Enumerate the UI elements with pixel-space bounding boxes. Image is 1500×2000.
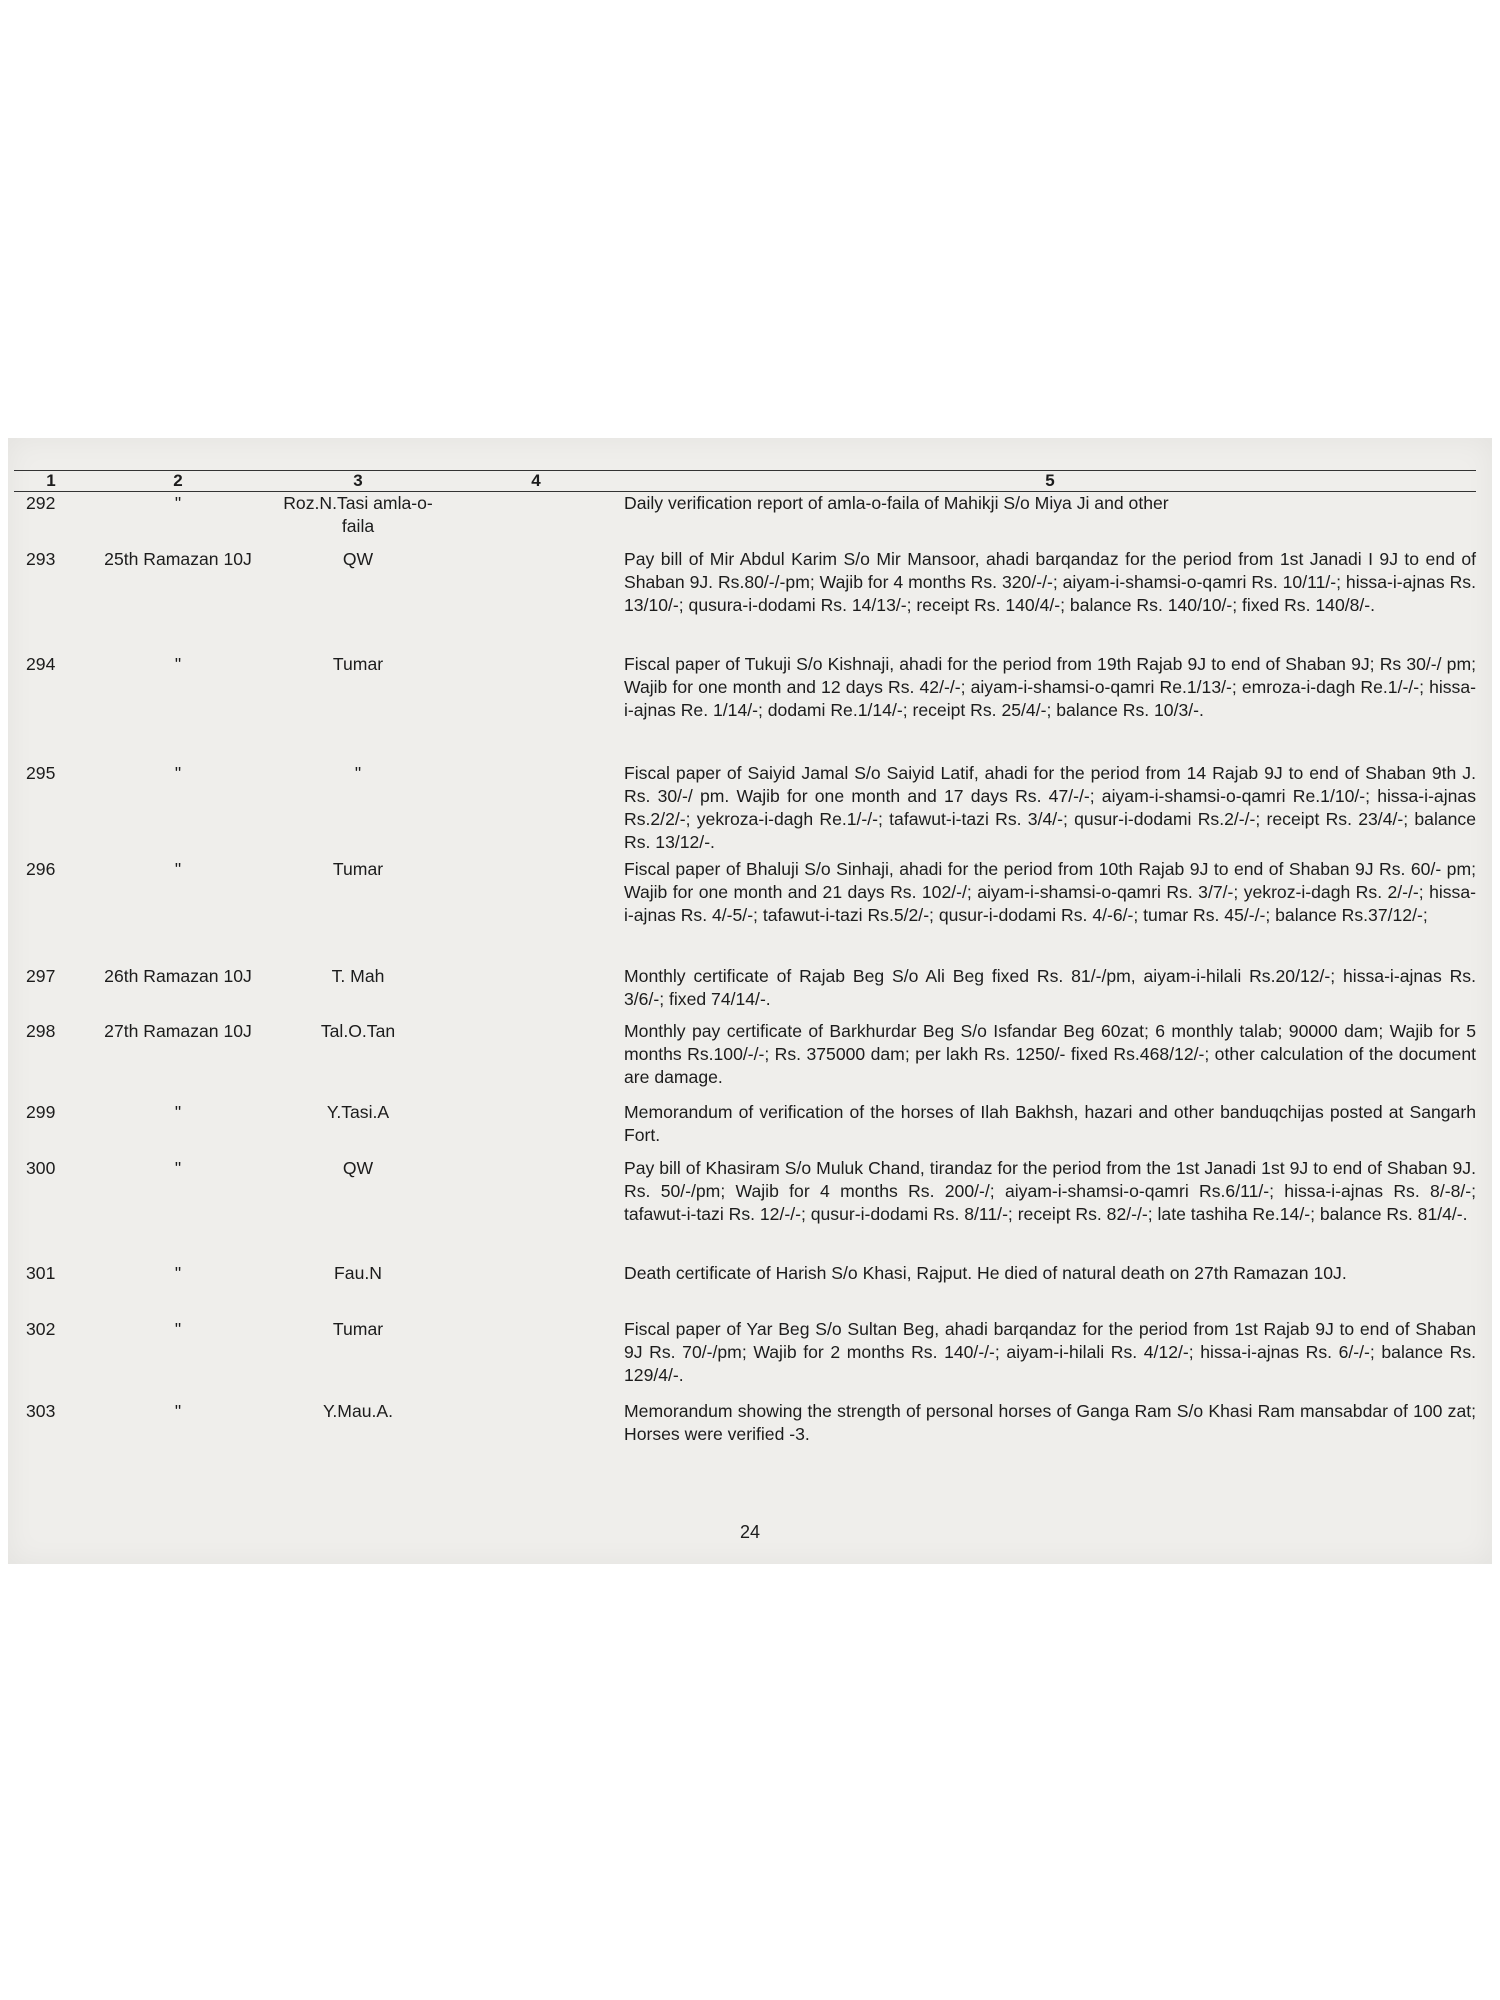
table-row [14,965,1476,1020]
entry-description: Memorandum of verification of the horses of Ilah Bakhsh, hazari and other banduqchijas posted at Sangarh Fort. [624,1102,1476,1145]
entry-description: Death certificate of Harish S/o Khasi, Rajput. He died of natural death on 27th Ramazan 10J. [624,1263,1347,1283]
table-row [14,1020,1476,1101]
entry-type: Tal.O.Tan [320,1021,396,1041]
table-row [14,548,1476,653]
entry-number: 293 [26,549,56,569]
entry-col4 [448,965,624,1020]
entry-description: Monthly pay certificate of Barkhurdar Beg S/o Isfandar Beg 60zat; 6 monthly talab; 90000 dam; Wajib for 5 months Rs.100/-/-; Rs. 375000 dam; per lakh Rs. 1250/- fixed Rs.468/12/-; other calculation of the document are damage. [624,1021,1476,1087]
entry-date: 26th Ramazan 10J [104,966,252,986]
table-row [14,1400,1476,1460]
entry-number: 294 [26,654,56,674]
entry-description: Fiscal paper of Saiyid Jamal S/o Saiyid Latif, ahadi for the period from 14 Rajab 9J to end of Shaban 9th J. Rs. 30/-/ pm. Wajib for one month and 17 days Rs. 47/-/-; aiyam-i-shamsi-o-qamri Re.1/10/-; hissa-i-ajnas Rs.2/2/-; yekroza-i-dagh Re.1/-/-; tafawut-i-tazi Rs. 3/4/-; qusur-i-dodami Rs.2/-/-; receipt Rs. 23/4/-; balance Rs. 13/12/-. [624,763,1476,852]
table-row [14,653,1476,762]
table-row [14,762,1476,858]
entry-number: 299 [26,1102,56,1122]
table-row [14,1318,1476,1400]
entry-col4 [448,1020,624,1101]
entry-number: 298 [26,1021,56,1041]
entry-type: QW [342,1158,374,1178]
entry-date: " [174,493,182,513]
entry-col4 [448,1101,624,1157]
entry-type: Fau.N [334,1263,382,1283]
header-col-1: 1 [14,471,88,492]
header-row [14,471,1476,492]
entry-col4 [448,1157,624,1262]
table-row [14,1101,1476,1157]
entry-description: Monthly certificate of Rajab Beg S/o Ali Beg fixed Rs. 81/-/pm, aiyam-i-hilali Rs.20/12/-; hissa-i-ajnas Rs. 3/6/-; fixed 74/14/-. [624,966,1476,1009]
entry-description: Fiscal paper of Yar Beg S/o Sultan Beg, ahadi barqandaz for the period from 1st Rajab 9J to end of Shaban 9J Rs. 70/-/pm; Wajib for 2 months Rs. 140/-/-; aiyam-i-hilali Rs. 4/12/-; hissa-i-ajnas Rs. 6/-/-; balance Rs. 129/4/-. [624,1319,1476,1385]
entry-description: Fiscal paper of Tukuji S/o Kishnaji, ahadi for the period from 19th Rajab 9J to end of Shaban 9J; Rs 30/-/ pm; Wajib for one month and 12 days Rs. 42/-/-; aiyam-i-shamsi-o-qamri Re.1/13/-; emroza-i-dagh Re.1/-/-; hissa-i-ajnas Re. 1/14/-; dodami Re.1/14/-; receipt Rs. 25/4/-; balance Rs. 10/3/-. [624,654,1476,720]
entry-col4 [448,548,624,653]
entry-col4 [448,653,624,762]
entry-type: Y.Tasi.A [326,1102,390,1122]
entry-number: 303 [26,1401,56,1421]
entry-number: 301 [26,1263,56,1283]
entry-type: Y.Mau.A. [322,1401,394,1421]
entry-number: 292 [26,493,56,513]
entry-type: Roz.N.Tasi amla-o-faila [283,493,433,536]
entry-description: Daily verification report of amla-o-faila of Mahikji S/o Miya Ji and other [624,493,1169,513]
entry-type: T. Mah [331,966,385,986]
entry-date: " [174,1319,182,1339]
entry-type: Tumar [332,654,384,674]
table-row [14,492,1476,549]
entry-date: 25th Ramazan 10J [104,549,252,569]
entry-date: 27th Ramazan 10J [104,1021,252,1041]
entry-type: Tumar [332,1319,384,1339]
entry-number: 297 [26,966,56,986]
entry-type: QW [342,549,374,569]
entry-col4 [448,1262,624,1318]
page-number: 24 [739,1522,761,1542]
entry-description: Fiscal paper of Bhaluji S/o Sinhaji, ahadi for the period from 10th Rajab 9J to end of Shaban 9J Rs. 60/- pm; Wajib for one month and 21 days Rs. 102/-/; aiyam-i-shamsi-o-qamri Rs. 3/7/-; yekroz-i-dagh Rs. 2/-/-; hissa-i-ajnas Rs. 4/-5/-; tafawut-i-tazi Rs.5/2/-; qusur-i-dodami Rs. 4/-6/-; tumar Rs. 45/-/-; balance Rs.37/12/-; [624,859,1476,925]
table-row [14,1262,1476,1318]
entry-date: " [174,1401,182,1421]
entry-date: " [174,1158,182,1178]
entry-date: " [174,859,182,879]
entry-date: " [174,763,182,783]
entry-number: 302 [26,1319,56,1339]
header-col-3: 3 [268,471,448,492]
entry-date: " [174,1263,182,1283]
entry-type: " [354,763,362,783]
entry-number: 300 [26,1158,56,1178]
entry-col4 [448,1318,624,1400]
entry-col4 [448,1400,624,1460]
register-table [14,470,1476,1460]
header-col-4: 4 [448,471,624,492]
table-row [14,1157,1476,1262]
header-col-5: 5 [624,471,1476,492]
entry-description: Memorandum showing the strength of personal horses of Ganga Ram S/o Khasi Ram mansabdar of 100 zat; Horses were verified -3. [624,1401,1476,1444]
entry-type: Tumar [332,859,384,879]
entry-number: 296 [26,859,56,879]
entry-number: 295 [26,763,56,783]
entry-date: " [174,1102,182,1122]
entry-col4 [448,492,624,549]
entry-description: Pay bill of Mir Abdul Karim S/o Mir Mansoor, ahadi barqandaz for the period from 1st Janadi I 9J to end of Shaban 9J. Rs.80/-/-pm; Wajib for 4 months Rs. 320/-/-; aiyam-i-shamsi-o-qamri Rs. 10/11/-; hissa-i-ajnas Rs. 13/10/-; qusura-i-dodami Rs. 14/13/-; receipt Rs. 140/4/-; balance Rs. 140/10/-; fixed Rs. 140/8/-. [624,549,1476,615]
header-col-2: 2 [88,471,268,492]
entry-date: " [174,654,182,674]
entry-description: Pay bill of Khasiram S/o Muluk Chand, tirandaz for the period from the 1st Janadi 1st 9J to end of Shaban 9J. Rs. 50/-/pm; Wajib for 4 months Rs. 200/-/; aiyam-i-shamsi-o-qamri Rs.6/11/-; hissa-i-ajnas Rs. 8/-8/-; tafawut-i-tazi Rs. 12/-/-; qusur-i-dodami Rs. 8/11/-; receipt Rs. 82/-/-; late tashiha Re.14/-; balance Rs. 81/4/-. [624,1158,1476,1224]
entry-col4 [448,858,624,965]
table-row [14,858,1476,965]
entry-col4 [448,762,624,858]
